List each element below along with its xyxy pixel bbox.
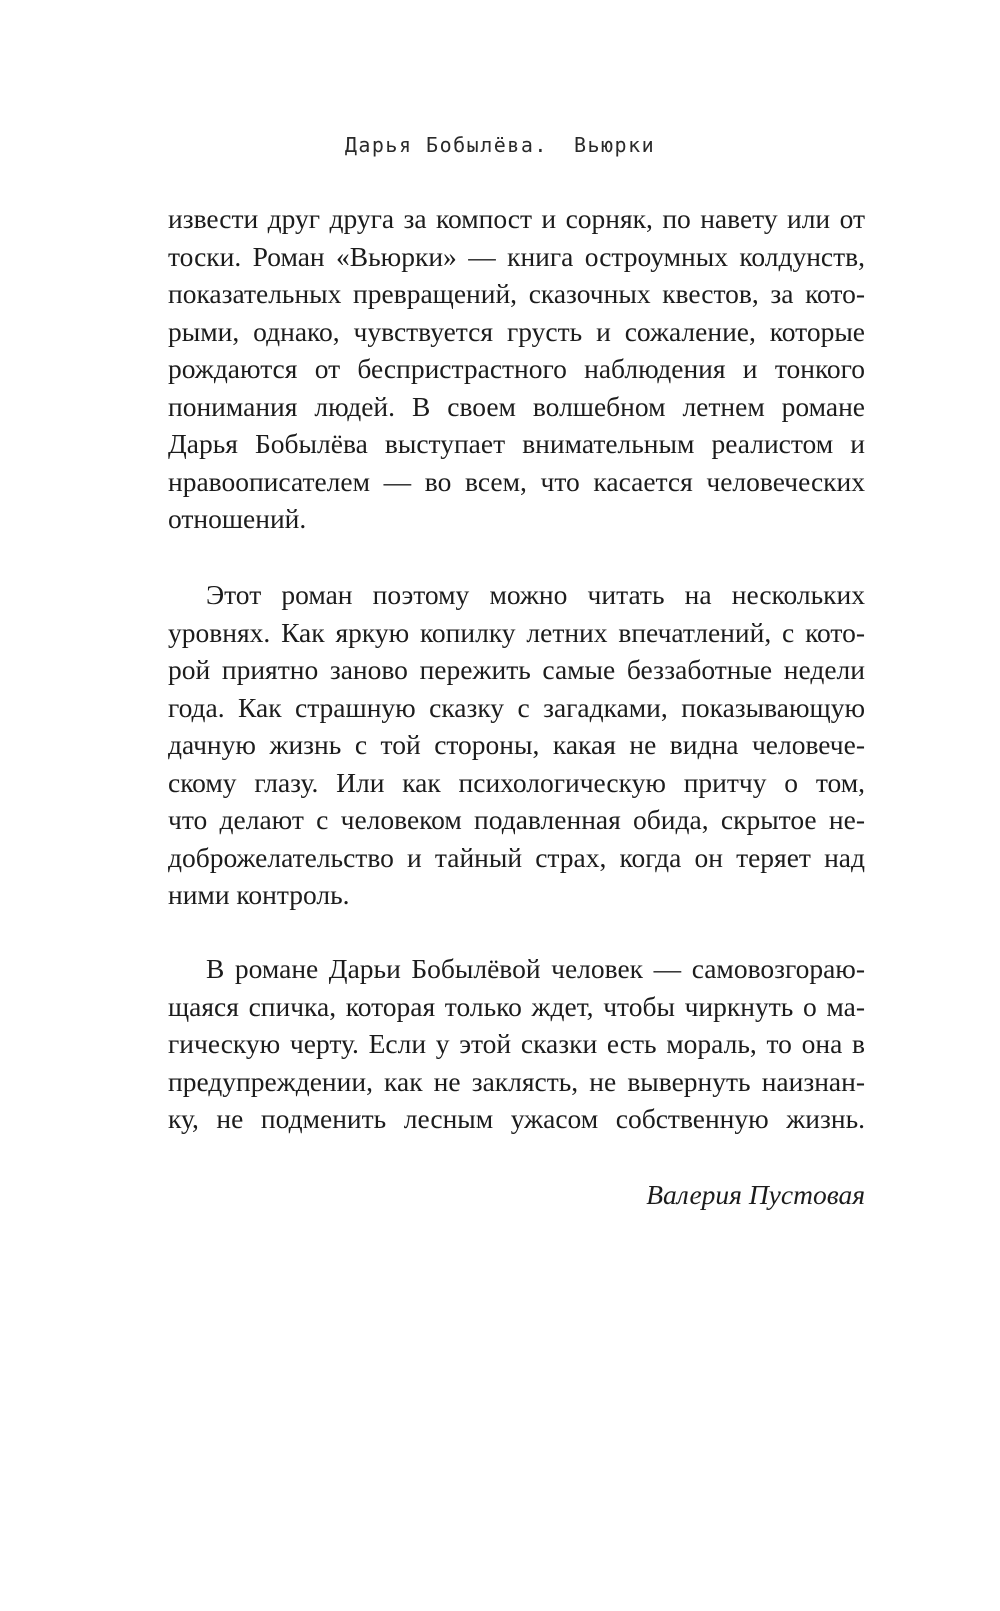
running-head-author: Дарья Бобылёва. (344, 133, 548, 157)
text-line: рой приятно заново пережить самые беззаботные недели (168, 654, 865, 685)
text-line: предупреждении, как не заклясть, не вывернуть наизнан- (168, 1065, 865, 1097)
text-line: скому глазу. Или как психологическую притчу о том, (168, 766, 865, 798)
text-line: доброжелательство и тайный страх, когда он теряет над (168, 841, 865, 873)
text-line: понимания людей. В своем волшебном летнем романе (168, 390, 865, 422)
text-line: дачную жизнь с той стороны, какая не видна человече- (168, 729, 865, 760)
text-line: извести друг друга за компост и сорняк, по навету или от (168, 203, 865, 234)
text-line: тоски. Роман «Вьюрки» — книга остроумных колдунств, (168, 240, 865, 272)
text-line: Дарья Бобылёва выступает внимательным реалистом и (168, 428, 865, 459)
text-line: года. Как страшную сказку с загадками, показывающую (168, 691, 865, 723)
running-head-title: Вьюрки (573, 133, 656, 157)
text-line: Этот роман поэтому можно читать на нескольких (206, 579, 865, 610)
paragraph-2 (168, 576, 865, 914)
running-head (0, 130, 1000, 160)
paragraph-1 (168, 200, 865, 538)
text-line: щаяся спичка, которая только ждет, чтобы чиркнуть о ма- (168, 990, 865, 1022)
paragraph-3 (168, 950, 865, 1138)
text-line: отношений. (168, 503, 307, 534)
text-line: гическую черту. Если у этой сказки есть мораль, то она в (168, 1028, 865, 1059)
text-line: рождаются от беспристрастного наблюдения и тонкого (168, 353, 865, 384)
signature: Валерия Пустовая (646, 1179, 865, 1210)
text-line: показательных превращений, сказочных квестов, за кото- (168, 278, 865, 309)
text-line: рыми, однако, чувствуется грусть и сожаление, которые (168, 315, 865, 347)
text-line: что делают с человеком подавленная обида, скрытое не- (168, 804, 865, 835)
text-line: ними контроль. (168, 879, 350, 910)
text-line: В романе Дарьи Бобылёвой человек — самовозгораю- (206, 953, 865, 984)
text-line: ку, не подменить лесным ужасом собственную жизнь. (168, 1103, 865, 1134)
text-line: нравоописателем — во всем, что касается человеческих (168, 465, 865, 497)
text-line: уровнях. Как яркую копилку летних впечатлений, с кото- (168, 616, 865, 648)
